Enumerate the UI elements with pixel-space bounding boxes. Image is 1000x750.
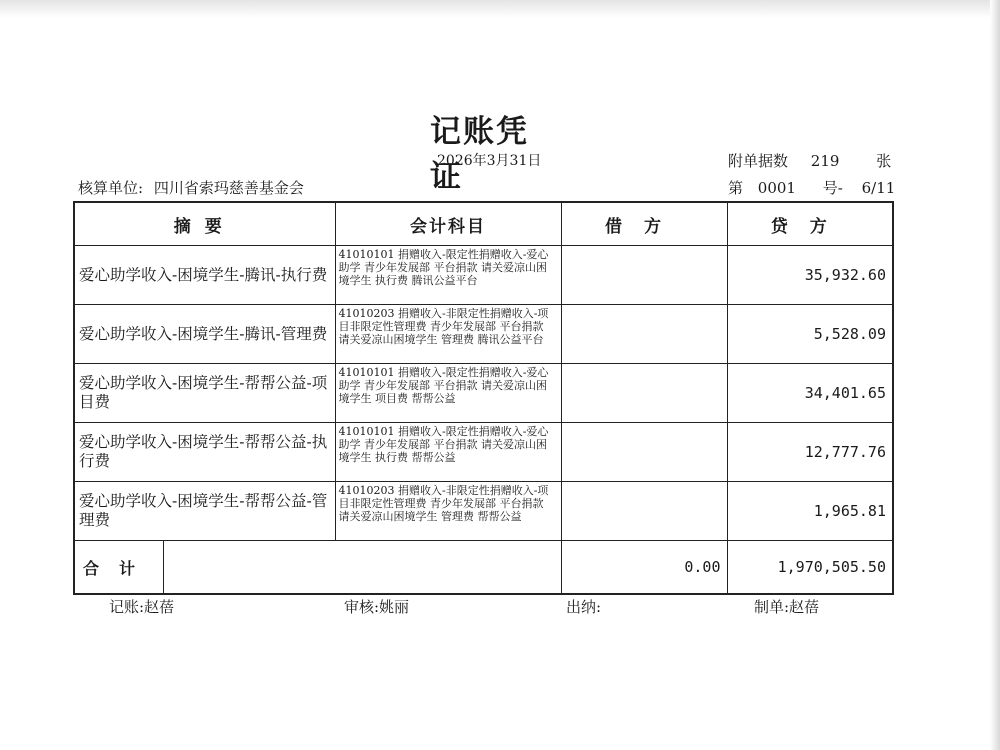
scan-edge-top xyxy=(0,0,1000,18)
cashier-signature: 出纳: xyxy=(566,598,602,616)
table-row xyxy=(74,423,893,482)
column-header-summary: 摘要 xyxy=(74,202,335,246)
row-debit xyxy=(561,423,727,482)
page-indicator: 6/11 xyxy=(861,179,896,197)
column-header-debit: 借方 xyxy=(561,202,727,246)
row-summary: 爱心助学收入-困境学生-腾讯-管理费 xyxy=(74,305,335,364)
row-summary: 爱心助学收入-困境学生-腾讯-执行费 xyxy=(74,246,335,305)
attachment-value: 219 xyxy=(810,152,840,170)
row-credit: 35,932.60 xyxy=(727,246,893,305)
bookkeeper-signature: 记账:赵蓓 xyxy=(109,598,175,616)
total-label: 合计 xyxy=(75,541,164,593)
voucher-number xyxy=(728,177,895,198)
total-debit: 0.00 xyxy=(561,541,727,595)
table-row xyxy=(74,364,893,423)
row-account: 41010203 捐赠收入-非限定性捐赠收入-项目非限定性管理费 青少年发展部 平台捐款 请关爱凉山困境学生 管理费 帮帮公益 xyxy=(335,482,561,541)
unit-name: 四川省索玛慈善基金会 xyxy=(153,179,304,197)
total-row xyxy=(74,541,893,595)
total-blank xyxy=(164,541,561,593)
unit-label: 核算单位: xyxy=(78,179,144,197)
voucher-table xyxy=(73,201,894,595)
row-debit xyxy=(561,364,727,423)
row-debit xyxy=(561,482,727,541)
row-debit xyxy=(561,246,727,305)
table-header-row xyxy=(74,202,893,246)
row-account: 41010101 捐赠收入-限定性捐赠收入-爱心助学 青少年发展部 平台捐款 请关爱凉山困境学生 项目费 帮帮公益 xyxy=(335,364,561,423)
row-summary: 爱心助学收入-困境学生-帮帮公益-项目费 xyxy=(74,364,335,423)
voucher-title: 记账凭证 xyxy=(430,114,529,195)
row-credit: 5,528.09 xyxy=(727,305,893,364)
attachment-unit: 张 xyxy=(876,152,892,170)
row-summary: 爱心助学收入-困境学生-帮帮公益-执行费 xyxy=(74,423,335,482)
voucher-date: 2026年3月31日 xyxy=(437,153,542,169)
reviewer-signature: 审核:姚丽 xyxy=(344,598,410,616)
row-debit xyxy=(561,305,727,364)
row-credit: 34,401.65 xyxy=(727,364,893,423)
accounting-unit xyxy=(78,177,304,198)
table-row xyxy=(74,246,893,305)
total-label-cell xyxy=(74,541,561,595)
attachment-label: 附单据数 xyxy=(728,152,789,170)
attachment-count xyxy=(728,150,891,171)
row-credit: 1,965.81 xyxy=(727,482,893,541)
table-row xyxy=(74,482,893,541)
column-header-account: 会计科目 xyxy=(335,202,561,246)
table-row xyxy=(74,305,893,364)
row-account: 41010101 捐赠收入-限定性捐赠收入-爱心助学 青少年发展部 平台捐款 请关爱凉山困境学生 执行费 帮帮公益 xyxy=(335,423,561,482)
number-value: 0001 xyxy=(757,179,796,197)
number-prefix: 第 xyxy=(728,179,744,197)
total-credit: 1,970,505.50 xyxy=(727,541,893,595)
column-header-credit: 贷方 xyxy=(727,202,893,246)
row-summary: 爱心助学收入-困境学生-帮帮公益-管理费 xyxy=(74,482,335,541)
row-account: 41010101 捐赠收入-限定性捐赠收入-爱心助学 青少年发展部 平台捐款 请关爱凉山困境学生 执行费 腾讯公益平台 xyxy=(335,246,561,305)
preparer-signature: 制单:赵蓓 xyxy=(754,598,820,616)
row-account: 41010203 捐赠收入-非限定性捐赠收入-项目非限定性管理费 青少年发展部 平台捐款 请关爱凉山困境学生 管理费 腾讯公益平台 xyxy=(335,305,561,364)
number-suffix: 号- xyxy=(822,179,843,197)
row-credit: 12,777.76 xyxy=(727,423,893,482)
scan-edge-right xyxy=(990,0,1000,750)
